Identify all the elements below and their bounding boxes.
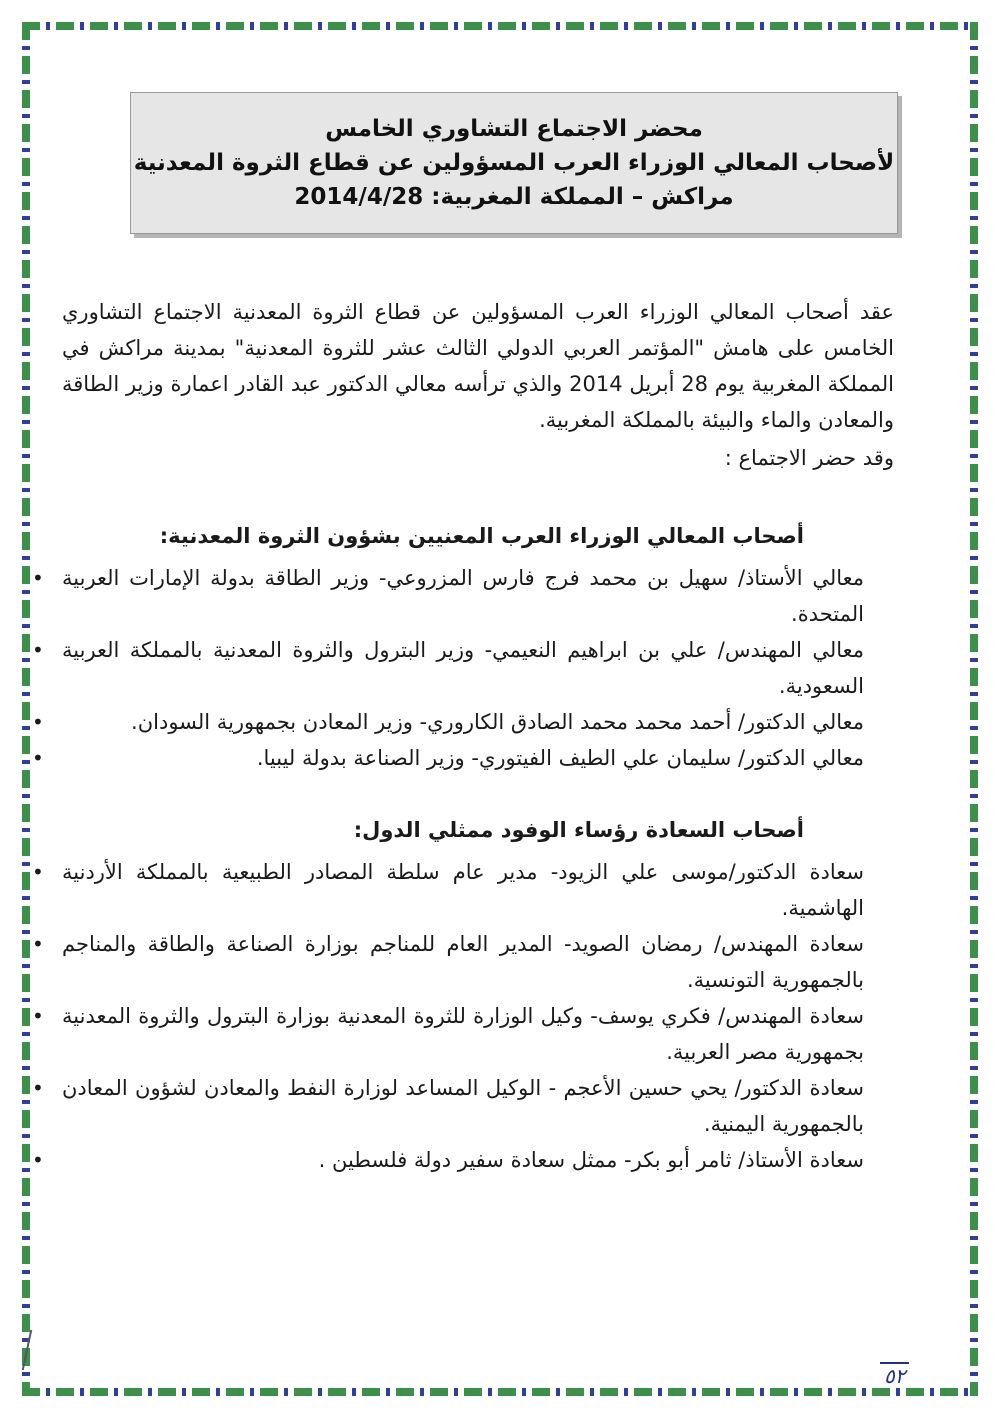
page-number: ٥٢ — [880, 1362, 909, 1388]
intro-paragraph: عقد أصحاب المعالي الوزراء العرب المسؤولين عن قطاع الثروة المعدنية الاجتماع التشاوري الخامس على هامش "المؤتمر العربي الدولي الثالث عشر للثروة المعدنية" بمدينة مراكش في المملكة المغربية يوم 28 أبريل 2014 والذي ترأسه معالي الدكتور عبد القادر اعمارة وزير الطاقة والمعادن والماء والبيئة بالمملكة المغربية. — [62, 300, 894, 432]
bullet-icon: • — [32, 860, 44, 884]
bullet-icon: • — [32, 710, 44, 734]
bullet-icon: • — [32, 1148, 44, 1172]
delegates-list — [32, 854, 894, 1178]
ministers-list — [32, 560, 894, 776]
bullet-icon: • — [32, 1076, 44, 1100]
document-body — [32, 294, 894, 1178]
border-left — [22, 22, 30, 1396]
bullet-icon: • — [32, 638, 44, 662]
bullet-icon: • — [32, 566, 44, 590]
list-item: • معالي المهندس/ علي بن ابراهيم النعيمي- وزير البترول والثروة المعدنية بالمملكة العربية السعودية. — [62, 632, 864, 704]
bullet-icon: • — [32, 932, 44, 956]
border-top — [22, 22, 978, 30]
list-item: • معالي الأستاذ/ سهيل بن محمد فرج فارس المزروعي- وزير الطاقة بدولة الإمارات العربية المتحدة. — [62, 560, 864, 632]
bullet-icon: • — [32, 1004, 44, 1028]
attendance-label: وقد حضر الاجتماع : — [724, 446, 894, 470]
list-item: • سعادة الدكتور/موسى علي الزيود- مدير عام سلطة المصادر الطبيعية بالمملكة الأردنية الهاشمية. — [62, 854, 864, 926]
bullet-icon: • — [32, 746, 44, 770]
delegates-heading: أصحاب السعادة رؤساء الوفود ممثلي الدول: — [353, 818, 804, 842]
list-item: • سعادة الأستاذ/ ثامر أبو بكر- ممثل سعادة سفير دولة فلسطين . — [62, 1142, 864, 1178]
border-bottom — [22, 1388, 978, 1396]
title-line-1: محضر الاجتماع التشاوري الخامس — [325, 116, 703, 142]
list-item: • معالي الدكتور/ سليمان علي الطيف الفيتوري- وزير الصناعة بدولة ليبيا. — [62, 740, 864, 776]
title-line-3: مراكش – المملكة المغربية: 2014/4/28 — [294, 184, 734, 210]
list-item: • معالي الدكتور/ أحمد محمد محمد الصادق الكاروري- وزير المعادن بجمهورية السودان. — [62, 704, 864, 740]
border-right — [970, 22, 978, 1396]
list-item: • سعادة الدكتور/ يحي حسين الأعجم - الوكيل المساعد لوزارة النفط والمعادن لشؤون المعادن بالجمهورية اليمنية. — [62, 1070, 864, 1142]
title-line-2: لأصحاب المعالي الوزراء العرب المسؤولين عن قطاع الثروة المعدنية — [133, 150, 895, 176]
list-item: • سعادة المهندس/ رمضان الصويد- المدير العام للمناجم بوزارة الصناعة والطاقة والمناجم بالجمهورية التونسية. — [62, 926, 864, 998]
ministers-heading: أصحاب المعالي الوزراء العرب المعنيين بشؤون الثروة المعدنية: — [159, 524, 804, 548]
title-box — [130, 92, 898, 234]
list-item: • سعادة المهندس/ فكري يوسف- وكيل الوزارة للثروة المعدنية بوزارة البترول والثروة المعدنية بجمهورية مصر العربية. — [62, 998, 864, 1070]
